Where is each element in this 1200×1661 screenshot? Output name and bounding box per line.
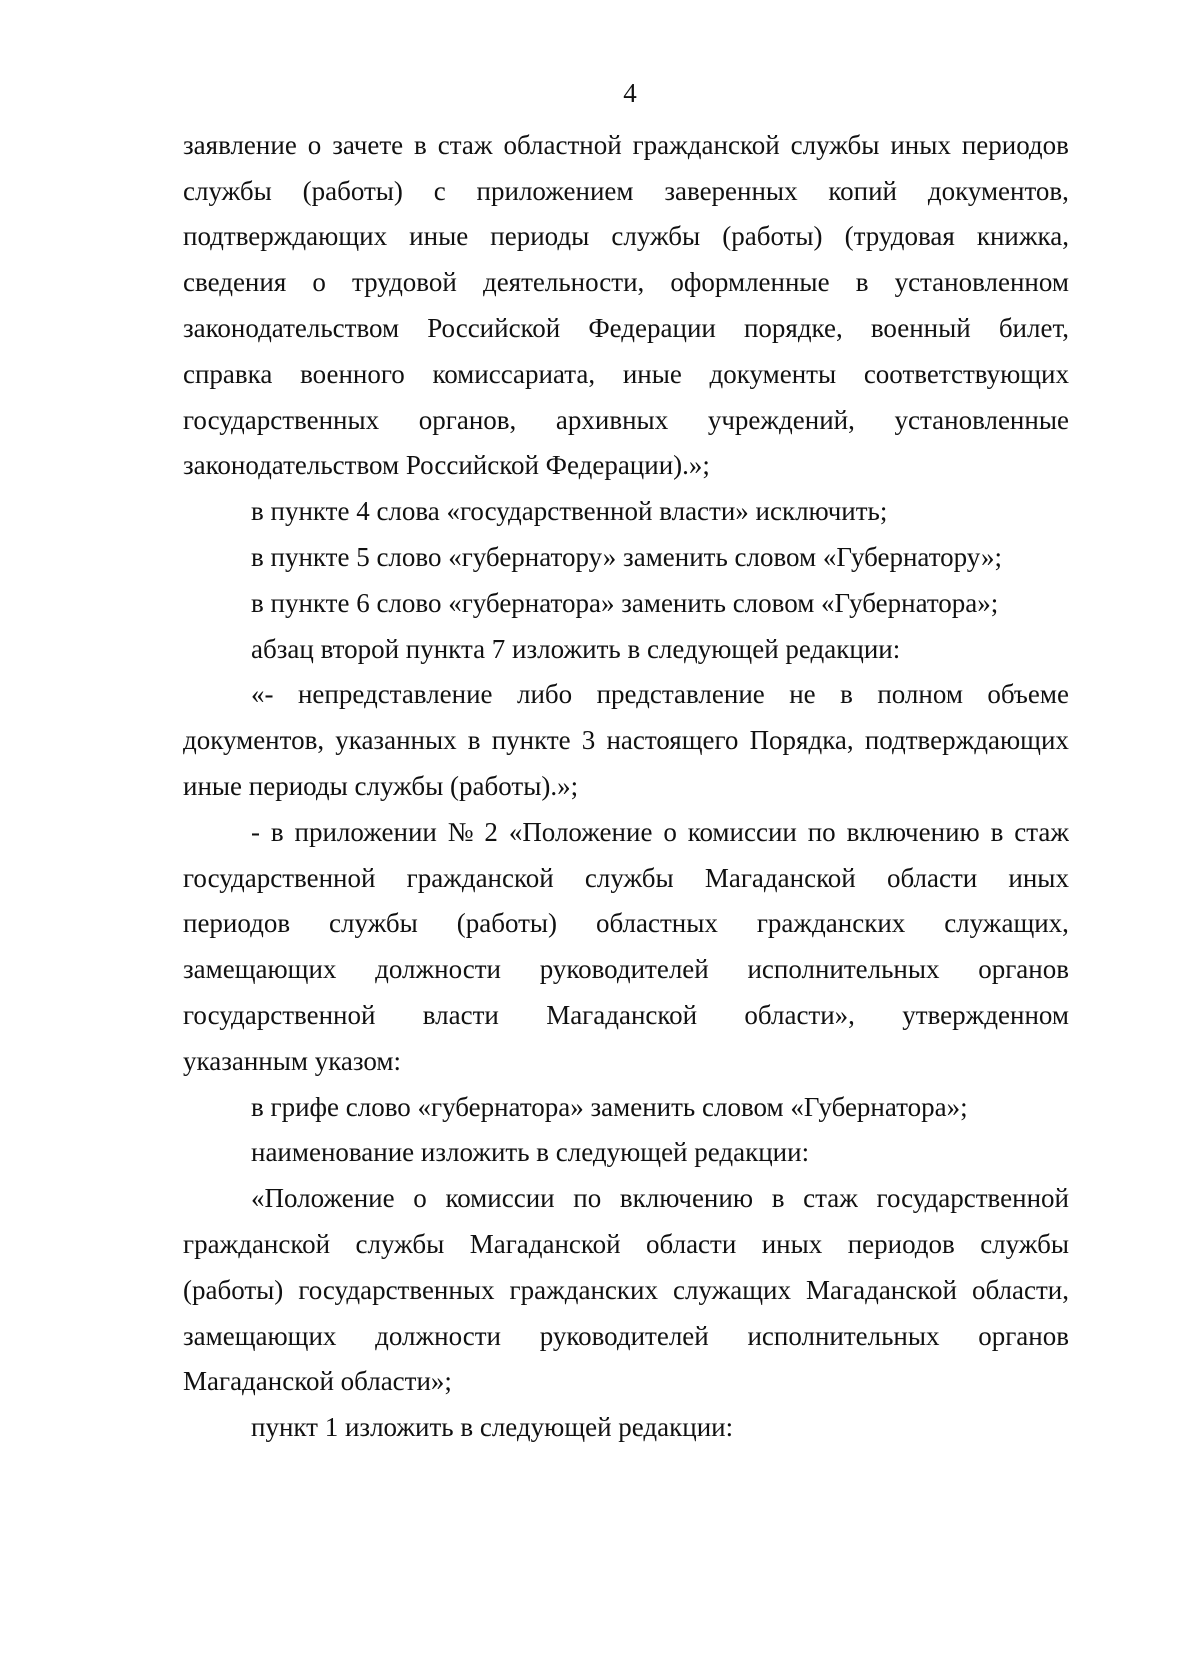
word: периодов (961, 130, 1069, 160)
word: замещающих (183, 1321, 337, 1351)
word: руководителей (539, 1321, 709, 1351)
word: службы (355, 1229, 445, 1259)
word: архивных (555, 405, 669, 435)
word: иных (761, 1229, 823, 1259)
word: 3 (581, 725, 596, 755)
word: полном (877, 679, 963, 709)
word: зачете (332, 130, 404, 160)
word: о (413, 1183, 427, 1213)
word: пункте (491, 725, 571, 755)
word: Магаданской (546, 1000, 698, 1030)
word: включению (846, 817, 980, 847)
word: области, (971, 1275, 1069, 1305)
word: службы (980, 1229, 1069, 1259)
text-line-3 (183, 219, 1069, 253)
word: - (251, 817, 260, 847)
text-line-1 (183, 128, 1069, 162)
word: периоды (490, 221, 590, 251)
word: приложении (294, 817, 437, 847)
word: органов (978, 1321, 1069, 1351)
word: стаж (803, 1183, 858, 1213)
word: (работы) (302, 176, 403, 206)
word: областной (503, 130, 622, 160)
word: (работы) (456, 908, 558, 938)
word: (работы) (722, 221, 823, 251)
word: трудовой (352, 267, 457, 297)
word: представление (596, 679, 765, 709)
word: (работы) (183, 1275, 284, 1305)
text-line-10: в пункте 5 слово «губернатору» заменить словом «Губернатору»; (251, 542, 1002, 572)
word: службы (183, 176, 272, 206)
word: руководителей (539, 954, 709, 984)
word: иные (622, 359, 682, 389)
word: области», (744, 1000, 855, 1030)
word: документов, (183, 725, 325, 755)
word: в (467, 725, 481, 755)
word: государственной (183, 1000, 376, 1030)
word: в (855, 267, 869, 297)
word: военного (300, 359, 405, 389)
word: приложением (476, 176, 634, 206)
text-line-19 (183, 952, 1069, 986)
word: копий (828, 176, 898, 206)
text-line-24 (251, 1181, 1069, 1215)
word: Федерации (588, 313, 716, 343)
word: подтверждающих (864, 725, 1069, 755)
word: документы (709, 359, 837, 389)
word: Российской (427, 313, 561, 343)
text-line-12: абзац второй пункта 7 изложить в следующей редакции: (251, 634, 901, 664)
word: установленном (894, 267, 1069, 297)
word: Магаданской (469, 1229, 621, 1259)
word: области (646, 1229, 737, 1259)
word: о (307, 130, 322, 160)
word: заявление (183, 130, 297, 160)
text-line-13 (251, 677, 1069, 711)
word: стаж (1014, 817, 1069, 847)
word: службы (584, 863, 674, 893)
word: по (807, 817, 836, 847)
text-line-23: наименование изложить в следующей редакции: (251, 1137, 810, 1167)
word: иных (890, 130, 951, 160)
word: билет, (998, 313, 1069, 343)
text-line-25 (183, 1227, 1069, 1261)
word: органов (978, 954, 1069, 984)
word: служащих (673, 1275, 791, 1305)
text-line-9: в пункте 4 слова «государственной власти» исключить; (251, 496, 888, 526)
text-line-11: в пункте 6 слово «губернатора» заменить словом «Губернатора»; (251, 588, 999, 618)
word: о (663, 817, 677, 847)
word: периодов (847, 1229, 955, 1259)
word: службы (611, 221, 701, 251)
text-line-21: указанным указом: (183, 1046, 401, 1076)
word: законодательством (183, 313, 400, 343)
word: комиссии (445, 1183, 555, 1213)
word: либо (516, 679, 573, 709)
word: «- (251, 679, 274, 709)
word: должности (375, 954, 501, 984)
word: Магаданской (806, 1275, 957, 1305)
word: в (414, 130, 427, 160)
word: «Положение (508, 817, 653, 847)
word: государственных (298, 1275, 495, 1305)
word: 2 (484, 817, 498, 847)
word: (трудовая (844, 221, 955, 251)
word: гражданских (509, 1275, 658, 1305)
text-line-15: иные периоды службы (работы).»; (183, 771, 579, 801)
word: «Положение (251, 1183, 395, 1213)
word: служащих, (944, 908, 1069, 938)
word: замещающих (183, 954, 337, 984)
word: государственной (183, 863, 376, 893)
word: исполнительных (747, 1321, 940, 1351)
word: периодов (183, 908, 291, 938)
word: в (840, 679, 853, 709)
word: иных (1008, 863, 1069, 893)
word: в (270, 817, 284, 847)
word: подтверждающих (183, 221, 388, 251)
text-line-6 (183, 357, 1069, 391)
word: гражданских (756, 908, 906, 938)
word: порядке, (743, 313, 843, 343)
word: с (433, 176, 446, 206)
word: соответствующих (863, 359, 1069, 389)
word: книжка, (976, 221, 1069, 251)
text-line-26 (183, 1273, 1069, 1307)
word: гражданской (183, 1229, 331, 1259)
word: комиссариата, (432, 359, 596, 389)
word: Порядка, (749, 725, 854, 755)
word: в (990, 817, 1004, 847)
page-number: 4 (623, 78, 637, 108)
word: Магаданской (704, 863, 856, 893)
word: № (447, 817, 474, 847)
word: области (886, 863, 978, 893)
text-line-7 (183, 403, 1069, 437)
text-line-29: пункт 1 изложить в следующей редакции: (251, 1412, 734, 1442)
word: непредставление (297, 679, 493, 709)
word: по (573, 1183, 602, 1213)
word: деятельности, (482, 267, 645, 297)
text-line-4 (183, 265, 1069, 299)
word: учреждений, (707, 405, 855, 435)
word: справка (183, 359, 273, 389)
text-line-17 (183, 861, 1069, 895)
word: оформленные (670, 267, 830, 297)
text-line-16 (251, 815, 1069, 849)
word: исполнительных (747, 954, 940, 984)
text-line-8: законодательством Российской Федерации).»; (183, 450, 710, 480)
word: заверенных (664, 176, 798, 206)
word: должности (375, 1321, 501, 1351)
word: включению (619, 1183, 754, 1213)
word: областных (595, 908, 718, 938)
word: сведения (183, 267, 287, 297)
word: государственной (876, 1183, 1069, 1213)
word: утвержденном (902, 1000, 1069, 1030)
text-line-2 (183, 174, 1069, 208)
word: документов, (927, 176, 1069, 206)
word: настоящего (606, 725, 739, 755)
text-line-18 (183, 906, 1069, 940)
word: государственных (183, 405, 380, 435)
word: комиссии (687, 817, 797, 847)
word: службы (329, 908, 418, 938)
text-line-20 (183, 998, 1069, 1032)
text-line-28: Магаданской области»; (183, 1366, 452, 1396)
text-line-5 (183, 311, 1069, 345)
word: о (312, 267, 326, 297)
word: службы (790, 130, 880, 160)
word: иные (409, 221, 469, 251)
word: гражданской (632, 130, 780, 160)
word: объеме (987, 679, 1069, 709)
word: власти (422, 1000, 499, 1030)
word: гражданской (406, 863, 554, 893)
word: указанных (335, 725, 457, 755)
text-line-22: в грифе слово «губернатора» заменить словом «Губернатора»; (251, 1092, 968, 1122)
text-line-27 (183, 1319, 1069, 1353)
word: не (789, 679, 816, 709)
word: органов, (418, 405, 517, 435)
word: установленные (894, 405, 1069, 435)
word: стаж (437, 130, 493, 160)
text-line-14 (183, 723, 1069, 757)
word: военный (870, 313, 971, 343)
word: в (771, 1183, 785, 1213)
